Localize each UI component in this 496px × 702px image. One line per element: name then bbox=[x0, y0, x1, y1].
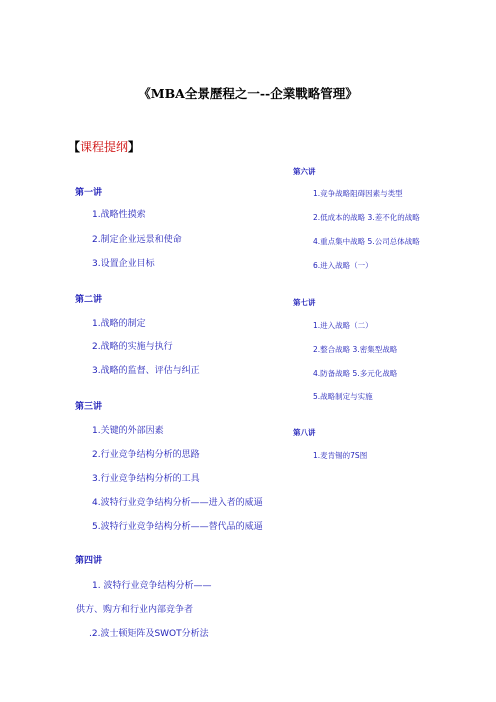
lecture-6-item-1: 1.竞争战略阻碍因素与类型 bbox=[313, 189, 403, 198]
lecture-2-title: 第二讲 bbox=[75, 295, 103, 305]
lecture-6-title: 第六讲 bbox=[293, 167, 316, 176]
lecture-6-item-4: 6.进入战略（一） bbox=[313, 261, 373, 270]
close-bracket: 】 bbox=[128, 140, 141, 154]
lecture-1-title: 第一讲 bbox=[75, 188, 103, 198]
course-outline-label: 课程提纲 bbox=[80, 140, 129, 154]
lecture-7-item-2: 2.整合战略 3.密集型战略 bbox=[313, 345, 398, 354]
lecture-7-item-1: 1.进入战略（二） bbox=[313, 321, 373, 330]
lecture-7-item-3: 4.防备战略 5.多元化战略 bbox=[313, 369, 398, 378]
lecture-3-item-3: 3.行业竞争结构分析的工具 bbox=[92, 474, 200, 484]
document-title: 《MBA全景歷程之一--企業戰略管理》 bbox=[138, 86, 358, 101]
lecture-4-item-3: .2.波士顿矩阵及SWOT分析法 bbox=[89, 629, 209, 639]
lecture-3-item-5: 5.波特行业竞争结构分析——替代品的威逼 bbox=[92, 522, 263, 532]
lecture-2-item-1: 1.战略的制定 bbox=[92, 319, 146, 329]
lecture-6-item-2: 2.低成本的战略 3.差不化的战略 bbox=[313, 213, 420, 222]
lecture-3-item-1: 1.关键的外部因素 bbox=[92, 426, 164, 436]
lecture-2-item-2: 2.战略的实施与执行 bbox=[92, 342, 173, 352]
lecture-4-item-1: 1. 波特行业竞争结构分析—— bbox=[92, 581, 212, 591]
lecture-6-item-3: 4.重点集中战略 5.公司总体战略 bbox=[313, 237, 420, 246]
lecture-1-item-3: 3.设置企业目标 bbox=[92, 259, 155, 269]
lecture-1-item-2: 2.制定企业远景和使命 bbox=[92, 235, 182, 245]
lecture-7-title: 第七讲 bbox=[293, 298, 316, 307]
lecture-7-item-4: 5.战略制定与实施 bbox=[313, 392, 373, 401]
lecture-3-title: 第三讲 bbox=[75, 402, 103, 412]
lecture-8-item-1: 1.麦肯锡的7S图 bbox=[313, 451, 368, 460]
lecture-4-title: 第四讲 bbox=[75, 556, 103, 566]
lecture-2-item-3: 3.战略的监督、评估与纠正 bbox=[92, 366, 200, 376]
lecture-3-item-4: 4.波特行业竞争结构分析——进入者的威逼 bbox=[92, 498, 263, 508]
open-bracket: 【 bbox=[68, 140, 81, 154]
lecture-3-item-2: 2.行业竞争结构分析的思路 bbox=[92, 450, 200, 460]
course-outline-heading bbox=[68, 138, 140, 155]
lecture-8-title: 第八讲 bbox=[293, 428, 316, 437]
lecture-4-item-2: 供方、购方和行业内部竞争者 bbox=[76, 605, 194, 615]
lecture-1-item-1: 1.战略性摸索 bbox=[92, 210, 146, 220]
